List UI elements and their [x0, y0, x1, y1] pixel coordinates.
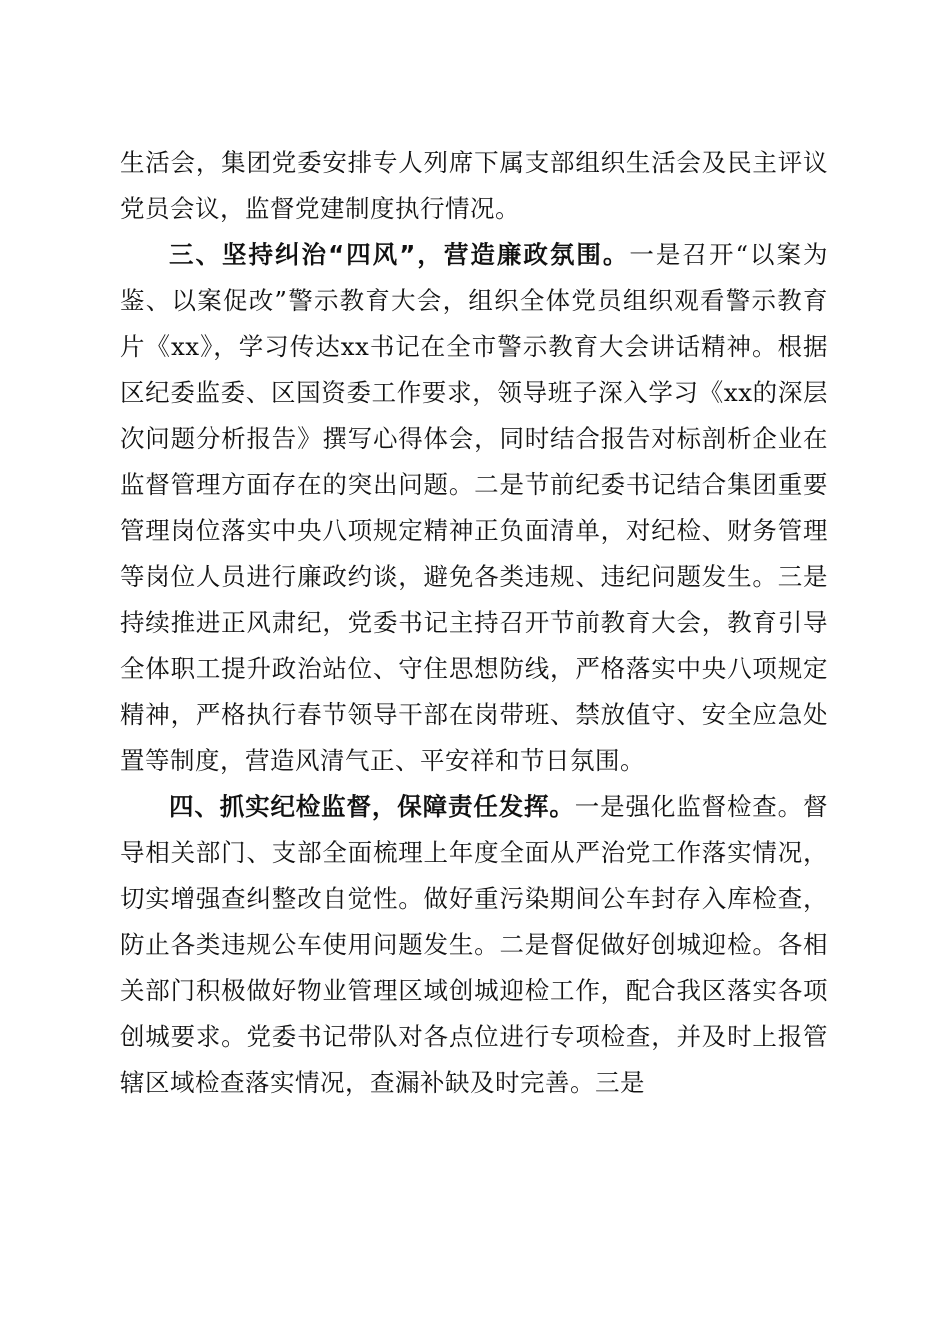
paragraph-continuation	[120, 140, 828, 232]
document-page	[120, 140, 828, 1106]
paragraph-section-four	[120, 784, 828, 1106]
paragraph-text: 生活会，集团党委安排专人列席下属支部组织生活会及民主评议党员会议，监督党建制度执行情况。	[120, 148, 828, 223]
paragraph-text: 一是强化监督检查。督导相关部门、支部全面梳理上年度全面从严治党工作落实情况，切实增强查纠整改自觉性。做好重污染期间公车封存入库检查，防止各类违规公车使用问题发生。二是督促做好创城迎检。各相关部门积极做好物业管理区域创城迎检工作，配合我区落实各项创城要求。党委书记带队对各点位进行专项检查，并及时上报管辖区域检查落实情况，查漏补缺及时完善。三是	[120, 792, 829, 1097]
paragraph-text: 一是召开“以案为鉴、以案促改”警示教育大会，组织全体党员组织观看警示教育片《xx》，学习传达xx书记在全市警示教育大会讲话精神。根据区纪委监委、区国资委工作要求，领导班子深入学习《xx的深层次问题分析报告》撰写心得体会，同时结合报告对标剖析企业在监督管理方面存在的突出问题。二是节前纪委书记结合集团重要管理岗位落实中央八项规定精神正负面清单，对纪检、财务管理等岗位人员进行廉政约谈，避免各类违规、违纪问题发生。三是持续推进正风肃纪，党委书记主持召开节前教育大会，教育引导全体职工提升政治站位、守住思想防线，严格落实中央八项规定精神，严格执行春节领导干部在岗带班、禁放值守、安全应急处置等制度，营造风清气正、平安祥和节日氛围。	[120, 240, 829, 775]
section-heading: 四、抓实纪检监督，保障责任发挥。	[169, 792, 575, 821]
section-heading: 三、坚持纠治“四风”，营造廉政氛围。	[169, 240, 630, 269]
paragraph-section-three	[120, 232, 828, 784]
